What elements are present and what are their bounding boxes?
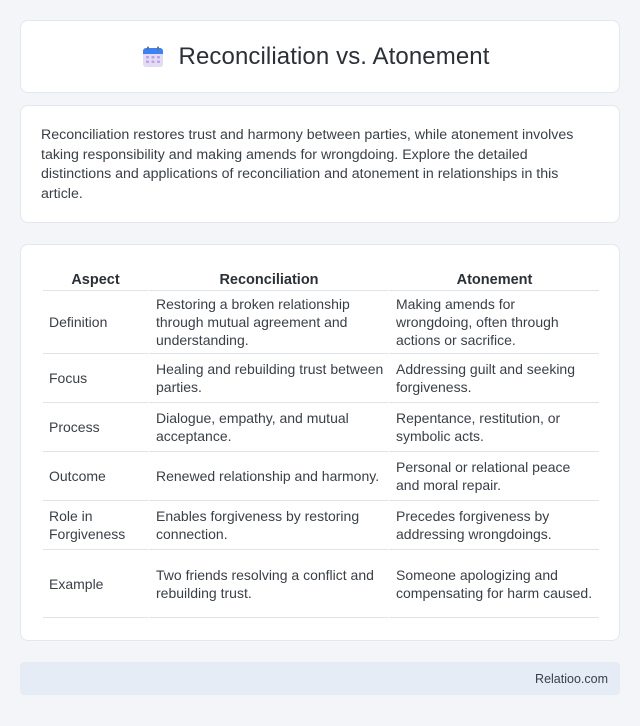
- aspect-cell: Process: [43, 403, 148, 452]
- atonement-cell: Personal or relational peace and moral repair.: [388, 452, 599, 501]
- header-card: [20, 20, 620, 93]
- atonement-cell: Making amends for wrongdoing, often through actions or sacrifice.: [388, 291, 599, 354]
- table-row: [43, 354, 599, 403]
- footer-brand: Relatioo.com: [535, 671, 608, 686]
- table-row: [43, 291, 599, 354]
- atonement-cell: Repentance, restitution, or symbolic acts.: [388, 403, 599, 452]
- table-row: [43, 452, 599, 501]
- page-title: Reconciliation vs. Atonement: [178, 42, 490, 70]
- reconciliation-cell: Renewed relationship and harmony.: [148, 452, 388, 501]
- atonement-cell: Addressing guilt and seeking forgiveness.: [388, 354, 599, 403]
- reconciliation-cell: Two friends resolving a conflict and rebuilding trust.: [148, 550, 388, 618]
- reconciliation-cell: Dialogue, empathy, and mutual acceptance.: [148, 403, 388, 452]
- table-header-row: [43, 265, 599, 291]
- aspect-cell: Role in Forgiveness: [43, 501, 148, 550]
- table-row: [43, 403, 599, 452]
- column-header-aspect: Aspect: [43, 265, 148, 291]
- footer: [20, 662, 620, 695]
- reconciliation-cell: Healing and rebuilding trust between parties.: [148, 354, 388, 403]
- aspect-cell: Outcome: [43, 452, 148, 501]
- table-row: [43, 501, 599, 550]
- aspect-cell: Definition: [43, 291, 148, 354]
- intro-card: [20, 105, 620, 223]
- intro-text: Reconciliation restores trust and harmony between parties, while atonement involves taking responsibility and making amends for wrongdoing. Explore the detailed distinctions and applications of reconciliation and atonement in relationships in this article.: [41, 127, 574, 202]
- comparison-table: [43, 265, 599, 618]
- column-header-reconciliation: Reconciliation: [148, 265, 388, 291]
- table-row: [43, 550, 599, 618]
- atonement-cell: Precedes forgiveness by addressing wrongdoings.: [388, 501, 599, 550]
- column-header-atonement: Atonement: [388, 265, 599, 291]
- aspect-cell: Example: [43, 550, 148, 618]
- title-wrap: [141, 43, 490, 71]
- reconciliation-cell: Restoring a broken relationship through mutual agreement and understanding.: [148, 291, 388, 354]
- calendar-icon: [141, 45, 165, 69]
- comparison-table-card: [20, 244, 620, 641]
- atonement-cell: Someone apologizing and compensating for harm caused.: [388, 550, 599, 618]
- aspect-cell: Focus: [43, 354, 148, 403]
- reconciliation-cell: Enables forgiveness by restoring connection.: [148, 501, 388, 550]
